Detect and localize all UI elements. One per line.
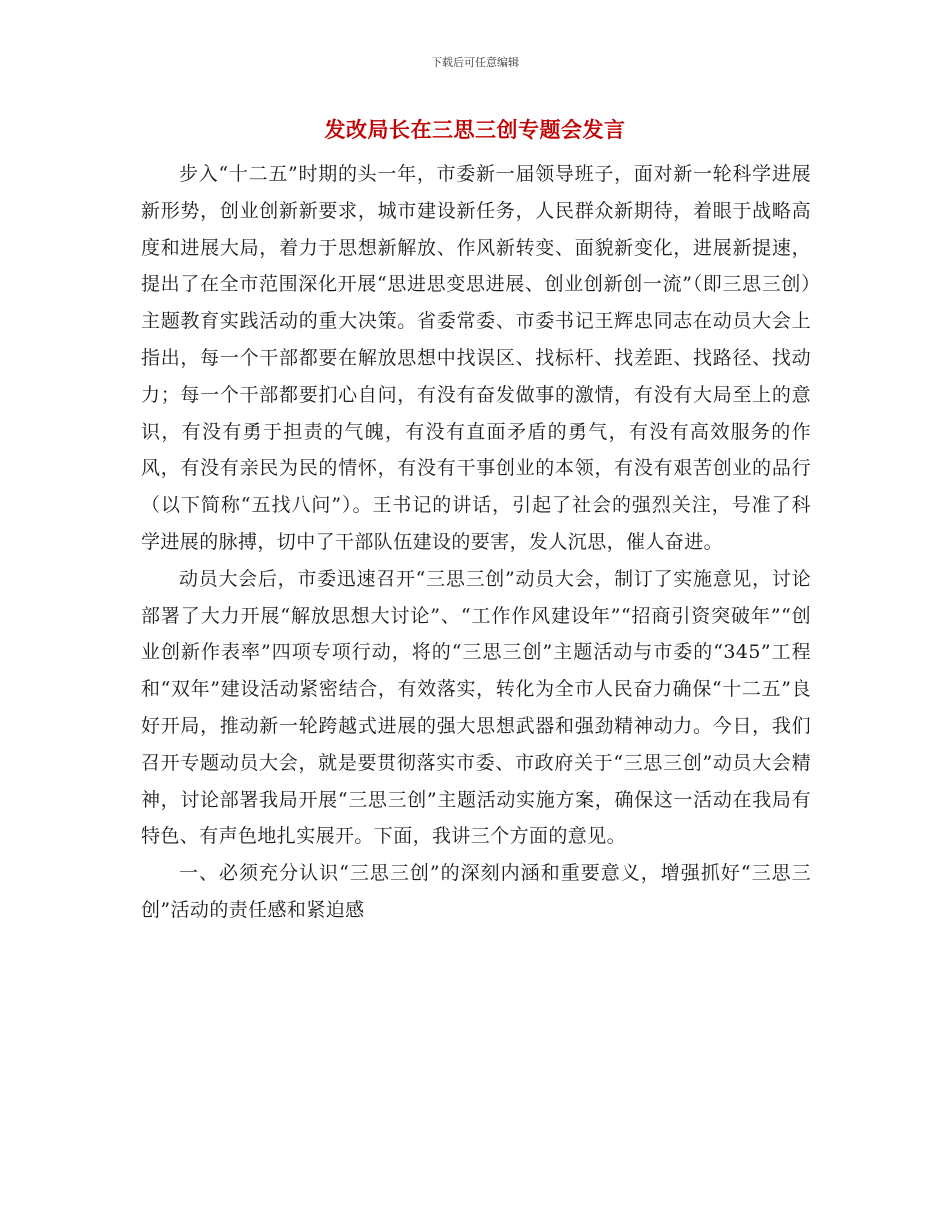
paragraph-mobilization: 动员大会后，市委迅速召开“三思三创”动员大会，制订了实施意见，讨论部署了大力开展“解放思想大讨论”、“工作作风建设年”“招商引资突破年”“创业创新作表率”四项专项行动，将的“三思三创”主题活动与市委的“345”工程和“双年”建设活动紧密结合，有效落实，转化为全市人民奋力确保“十二五”良好开局，推动新一轮跨越式进展的强大思想武器和强劲精神动力。今日，我们召开专题动员大会，就是要贯彻落实市委、市政府关于“三思三创”动员大会精神，讨论部署我局开展“三思三创”主题活动实施方案，确保这一活动在我局有特色、有声色地扎实展开。下面，我讲三个方面的意见。: [141, 567, 811, 848]
paragraph-intro: 步入“十二五”时期的头一年，市委新一届领导班子，面对新一轮科学进展新形势，创业创新新要求，城市建设新任务，人民群众新期待，着眼于战略高度和进展大局，着力于思想新解放、作风新转变、面貌新变化，进展新提速，提出了在全市范围深化开展“思进思变思进展、创业创新创一流”（即三思三创）主题教育实践活动的重大决策。省委常委、市委书记王辉忠同志在动员大会上指出，每一个干部都要在解放思想中找误区、找标杆、找差距、找路径、找动力；每一个干部都要扪心自问，有没有奋发做事的激情，有没有大局至上的意识，有没有勇于担责的气魄，有没有直面矛盾的勇气，有没有高效服务的作风，有没有亲民为民的情怀，有没有干事创业的本领，有没有艰苦创业的品行（以下简称“五找八问”）。王书记的讲话，引起了社会的强烈关注，号准了科学进展的脉搏，切中了干部队伍建设的要害，发人沉思，催人奋进。: [141, 163, 811, 553]
page-header-note: 下载后可任意编辑: [431, 56, 519, 69]
document-body: [141, 156, 811, 929]
document-title: 发改局长在三思三创专题会发言: [324, 118, 626, 142]
section-heading-one: 一、必须充分认识“三思三创”的深刻内涵和重要意义，增强抓好“三思三创”活动的责任感和紧迫感: [141, 862, 811, 921]
